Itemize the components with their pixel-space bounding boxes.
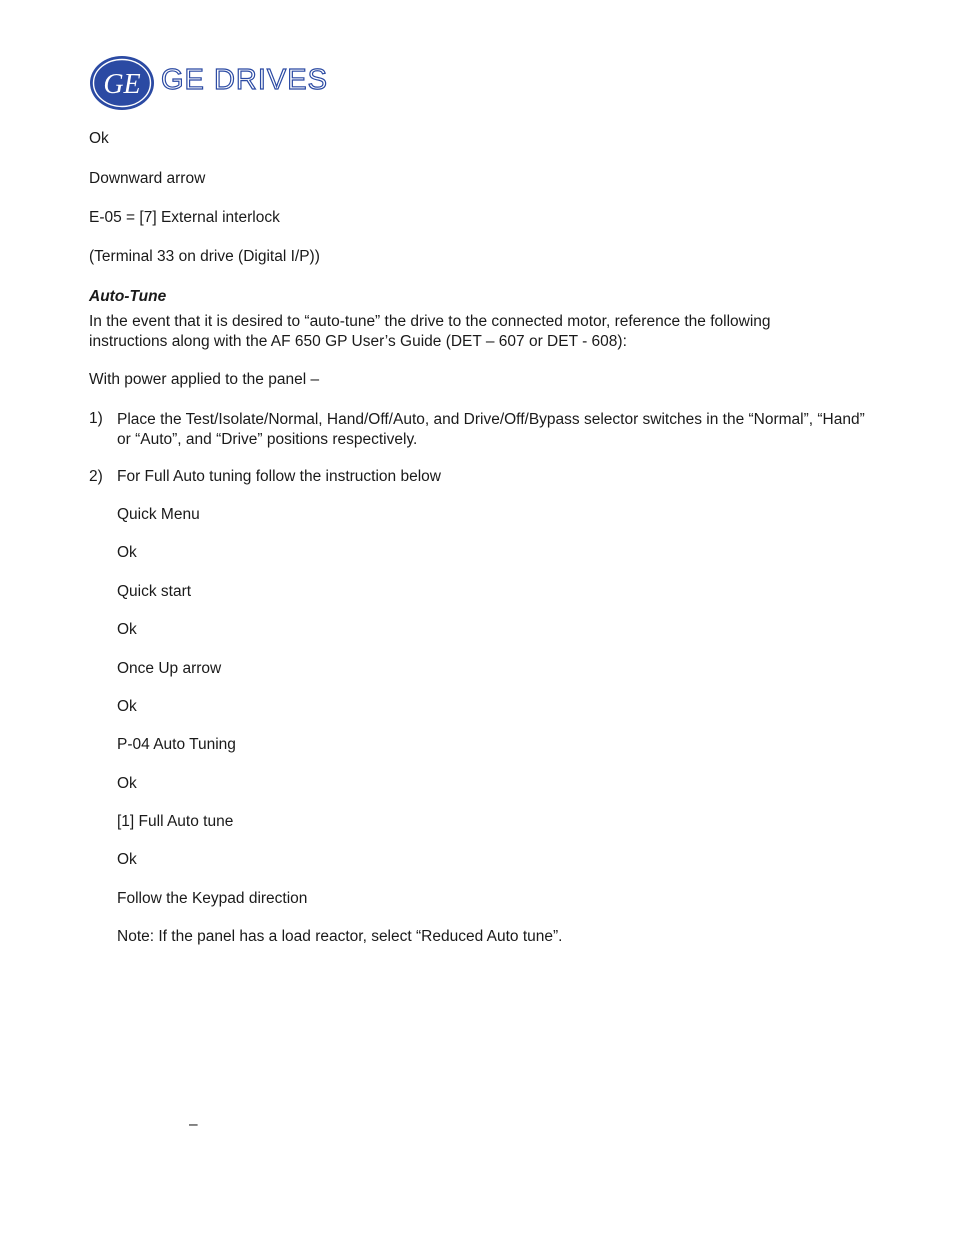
brand-wordmark: GE DRIVES — [161, 64, 328, 96]
line-ok: Ok — [89, 130, 109, 147]
sub-step-follow-keypad: Follow the Keypad direction — [117, 890, 308, 907]
sub-step-ok: Ok — [117, 544, 137, 561]
sub-step-quick-start: Quick start — [117, 583, 192, 600]
sub-step-ok: Ok — [117, 775, 137, 792]
sub-step-ok: Ok — [117, 621, 137, 638]
footer-dash: – — [189, 1116, 198, 1133]
sub-step-once-up-arrow: Once Up arrow — [117, 660, 222, 677]
svg-text:GE: GE — [103, 69, 141, 100]
section-heading: Auto-Tune — [89, 288, 167, 305]
intro-paragraph: In the event that it is desired to “auto-tune” the drive to the connected motor, reference the following instructions along with the AF 650 GP User’s Guide (DET – 607 or DET - 608): — [89, 313, 771, 350]
ge-monogram-icon — [89, 55, 155, 111]
line-downward-arrow: Downward arrow — [89, 170, 206, 187]
sub-step-note-load-reactor: Note: If the panel has a load reactor, select “Reduced Auto tune”. — [117, 928, 563, 945]
line-e05-external-interlock: E-05 = [7] External interlock — [89, 209, 280, 226]
sub-step-ok: Ok — [117, 851, 137, 868]
sub-step-quick-menu: Quick Menu — [117, 506, 200, 523]
step-number: 1) — [89, 410, 103, 427]
sub-step-full-auto-tune: [1] Full Auto tune — [117, 813, 234, 830]
line-terminal-33: (Terminal 33 on drive (Digital I/P)) — [89, 248, 320, 265]
power-applied-line: With power applied to the panel – — [89, 371, 320, 388]
sub-step-ok: Ok — [117, 698, 137, 715]
ge-drives-logo — [89, 55, 329, 111]
step-number: 2) — [89, 468, 103, 485]
step-text: Place the Test/Isolate/Normal, Hand/Off/Auto, and Drive/Off/Bypass selector switches in the “Normal”, “Hand” or “Auto”, and “Drive” positions respectively. — [117, 411, 865, 448]
step-text: For Full Auto tuning follow the instruction below — [117, 468, 441, 485]
sub-step-p04-auto-tuning: P-04 Auto Tuning — [117, 736, 236, 753]
